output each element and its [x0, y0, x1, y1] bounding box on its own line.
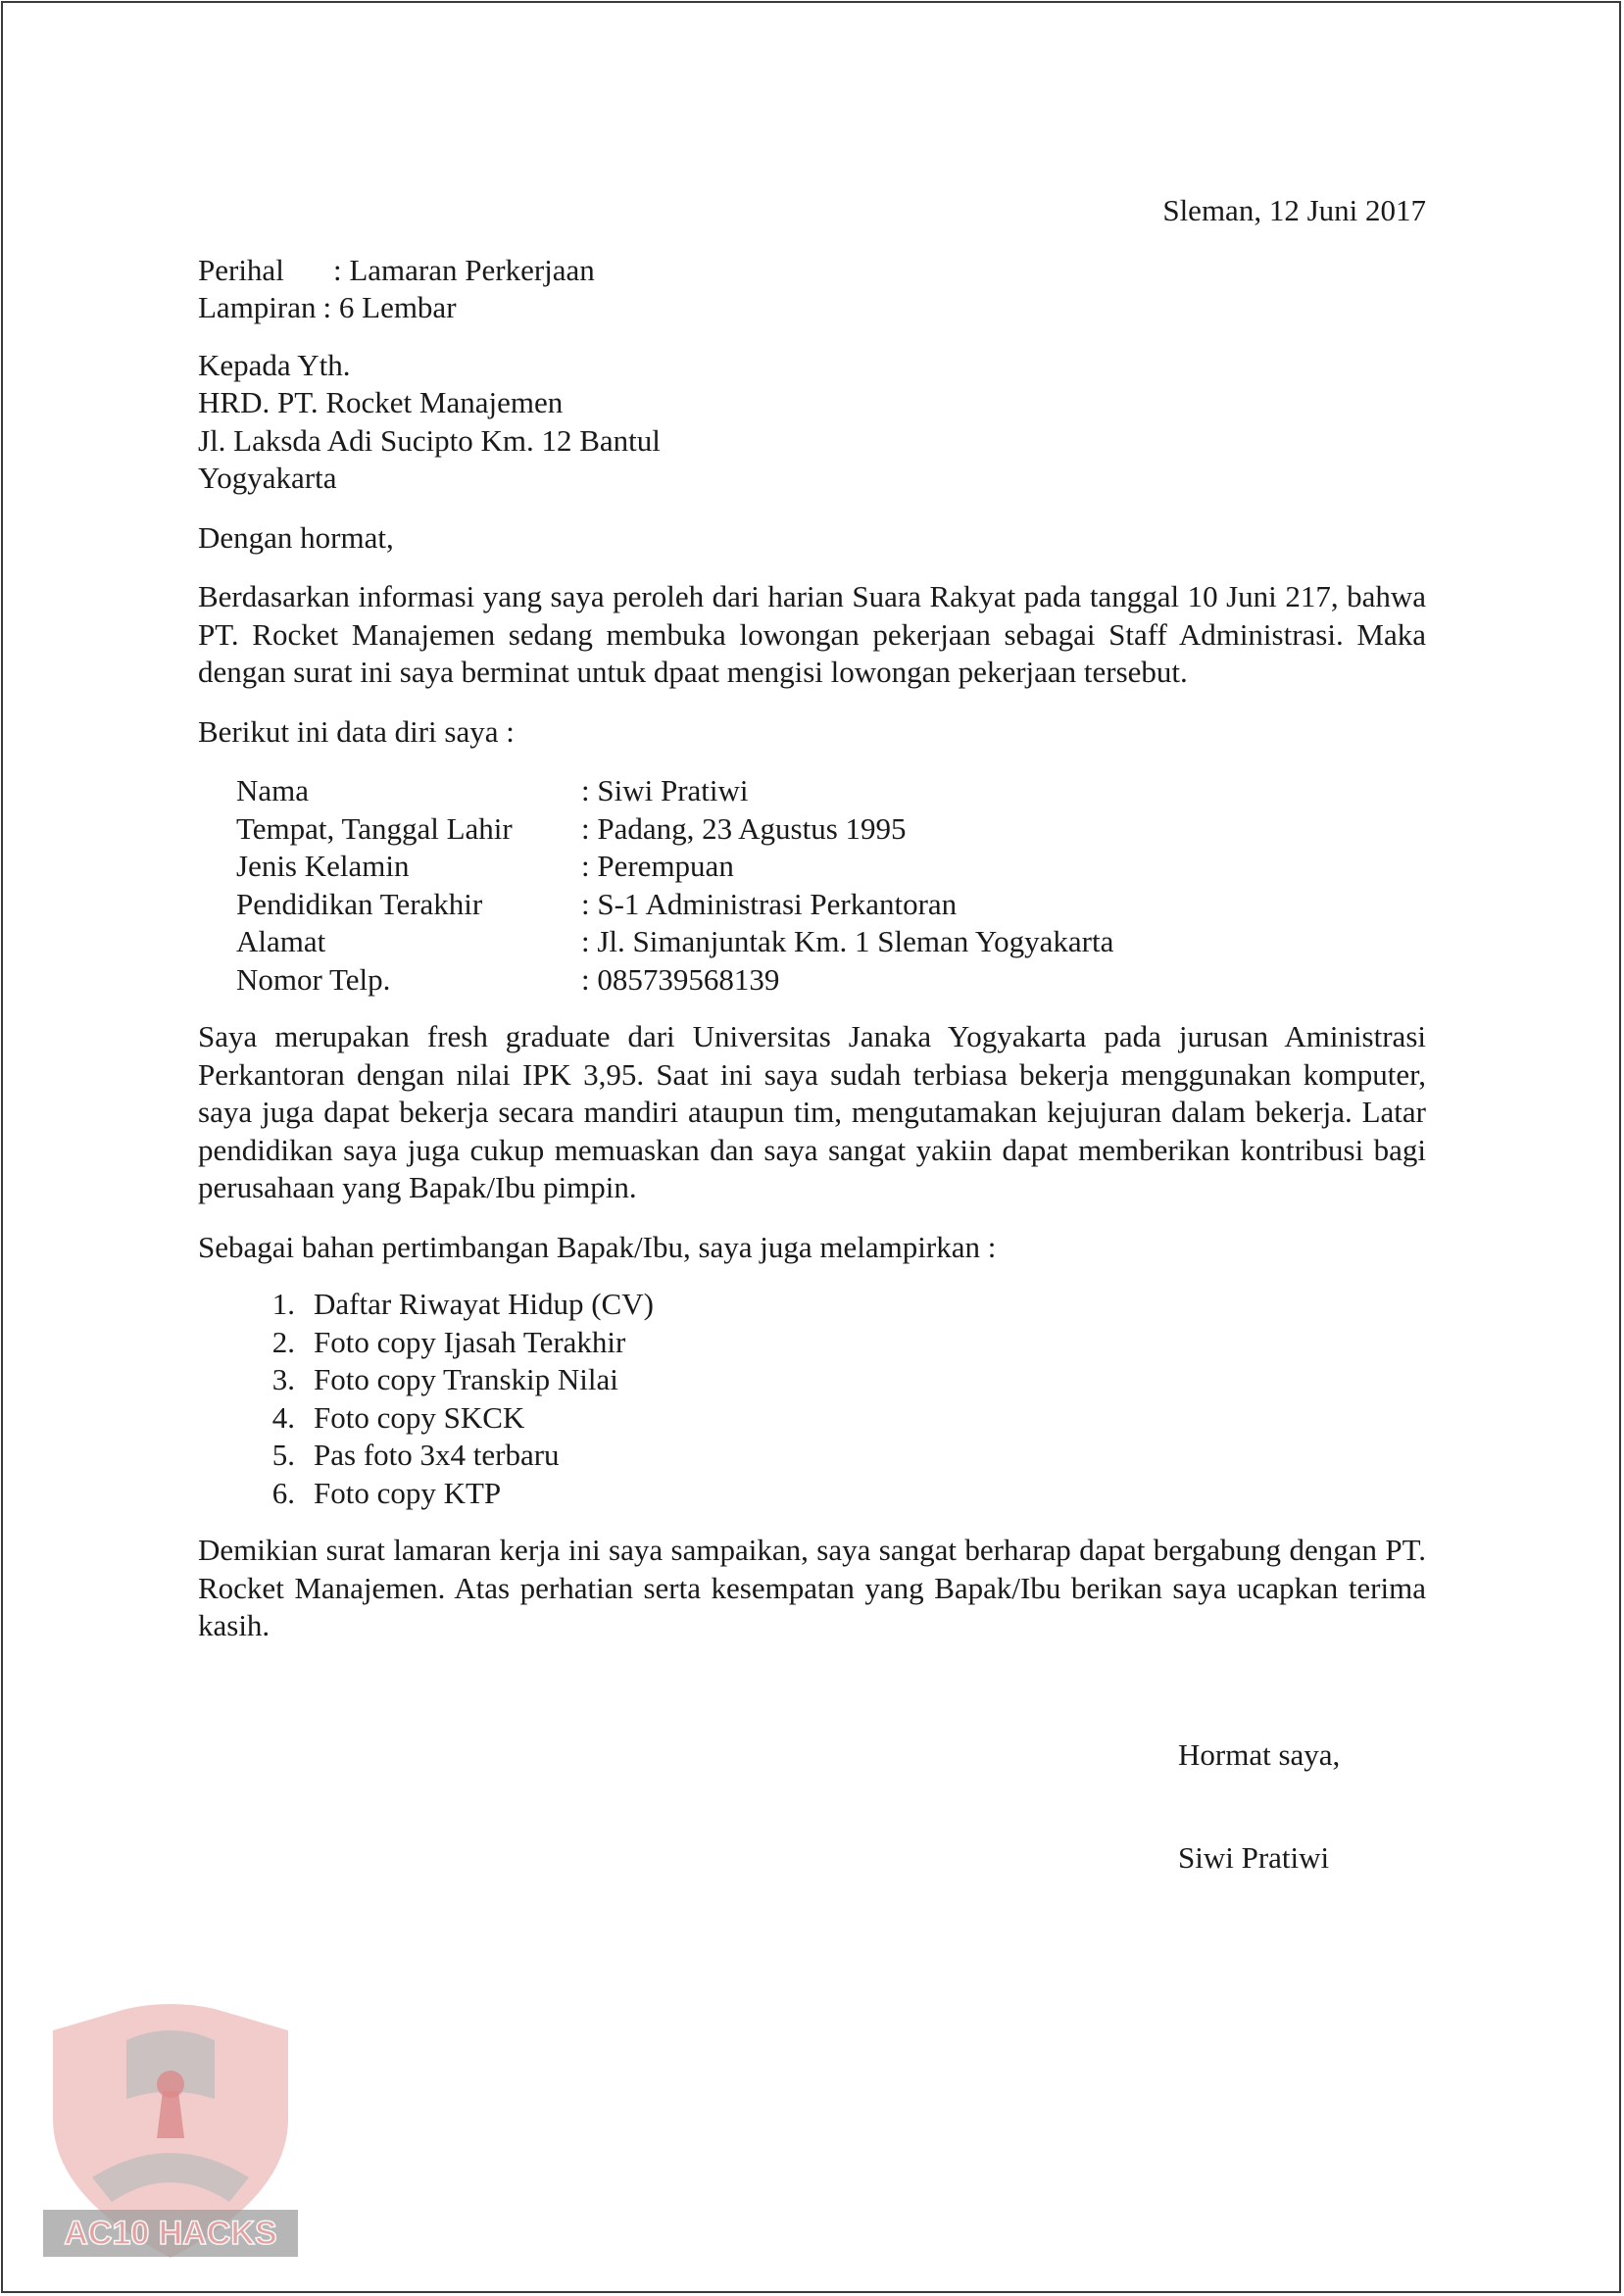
recipient-line: Yogyakarta — [198, 461, 337, 495]
meta-row-perihal — [198, 252, 1426, 290]
list-item — [198, 1475, 1426, 1513]
list-text: Foto copy KTP — [314, 1475, 502, 1510]
list-number: 1. — [271, 1287, 295, 1321]
data-label: Pendidikan Terakhir — [236, 886, 483, 921]
data-value: : Siwi Pratiwi — [581, 773, 749, 807]
paragraph-background: Saya merupakan fresh graduate dari Universitas Janaka Yogyakarta pada jurusan Aministrasi Perkantoran dengan nilai IPK 3,95. Saat ini saya sudah terbiasa bekerja menggunakan komputer, saya juga dapat bekerja secara mandiri ataupun tim, mengutamakan kejujuran dalam bekerja. Latar pendidikan saya juga cukup memuaskan dan saya sangat yakiin dapat memberikan kontribusi bagi perusahaan yang Bapak/Ibu pimpin. — [198, 1019, 1426, 1204]
data-value: : Jl. Simanjuntak Km. 1 Sleman Yogyakarta — [581, 924, 1114, 958]
list-text: Foto copy SKCK — [314, 1399, 525, 1435]
meta-label: Perihal — [198, 252, 284, 287]
list-number: 6. — [271, 1475, 295, 1510]
data-label: Tempat, Tanggal Lahir — [236, 810, 513, 846]
place-date: Sleman, 12 Juni 2017 — [1162, 193, 1426, 227]
list-item — [198, 1286, 1426, 1324]
meta-label: Lampiran — [198, 290, 317, 324]
list-text: Pas foto 3x4 terbaru — [314, 1438, 560, 1472]
data-value: : Perempuan — [581, 849, 734, 883]
paragraph-closing: Demikian surat lamaran kerja ini saya sampaikan, saya sangat berharap dapat bergabung dengan PT. Rocket Manajemen. Atas perhatian serta kesempatan yang Bapak/Ibu berikan saya ucapkan terima kasih. — [198, 1533, 1426, 1642]
list-item — [198, 1437, 1426, 1475]
data-label: Jenis Kelamin — [236, 849, 410, 883]
list-text: Foto copy Ijasah Terakhir — [314, 1324, 626, 1359]
list-text: Daftar Riwayat Hidup (CV) — [314, 1287, 654, 1321]
data-row — [236, 848, 1426, 886]
signature-name: Siwi Pratiwi — [1178, 1840, 1330, 1875]
paragraph-opening: Berdasarkan informasi yang saya peroleh dari harian Suara Rakyat pada tanggal 10 Juni 217, bahwa PT. Rocket Manajemen sedang membuka lowongan pekerjaan sebagai Staff Administrasi. Maka dengan surat ini saya berminat untuk dpaat mengisi lowongan pekerjaan tersebut. — [198, 579, 1426, 689]
data-row — [236, 961, 1426, 1000]
data-label: Alamat — [236, 924, 326, 958]
recipient-line: HRD. PT. Rocket Manajemen — [198, 385, 564, 419]
letter-body — [198, 192, 1426, 1667]
personal-data-intro: Berikut ini data diri saya : — [198, 713, 515, 749]
recipient-block — [198, 347, 1426, 498]
attachments-intro: Sebagai bahan pertimbangan Bapak/Ibu, saya juga melampirkan : — [198, 1229, 997, 1264]
list-item — [198, 1361, 1426, 1399]
data-value: : 085739568139 — [581, 961, 780, 997]
data-row — [236, 810, 1426, 849]
list-text: Foto copy Transkip Nilai — [314, 1362, 618, 1396]
list-number: 5. — [271, 1438, 295, 1472]
closing-greeting: Hormat saya, — [1178, 1737, 1341, 1772]
recipient-line: Kepada Yth. — [198, 347, 351, 382]
data-row — [236, 886, 1426, 924]
data-label: Nomor Telp. — [236, 961, 391, 997]
personal-data-table — [236, 772, 1426, 999]
list-number: 3. — [271, 1362, 295, 1396]
data-row — [236, 923, 1426, 961]
data-value: : Padang, 23 Agustus 1995 — [581, 810, 907, 846]
attachments-list — [198, 1286, 1426, 1512]
meta-value: : 6 Lembar — [322, 290, 457, 324]
watermark-text: AC10 HACKS — [64, 2215, 277, 2252]
recipient-line: Jl. Laksda Adi Sucipto Km. 12 Bantul — [198, 422, 661, 458]
list-item — [198, 1399, 1426, 1438]
meta-row-lampiran — [198, 289, 1426, 327]
list-number: 2. — [271, 1324, 295, 1359]
salutation: Dengan hormat, — [198, 519, 394, 555]
data-value: : S-1 Administrasi Perkantoran — [581, 886, 958, 921]
watermark-logo — [33, 2001, 308, 2266]
list-item — [198, 1324, 1426, 1362]
letter-meta — [198, 252, 1426, 327]
meta-value: : Lamaran Perkerjaan — [333, 252, 595, 287]
list-number: 4. — [271, 1399, 295, 1435]
data-label: Nama — [236, 773, 310, 807]
data-row — [236, 772, 1426, 810]
